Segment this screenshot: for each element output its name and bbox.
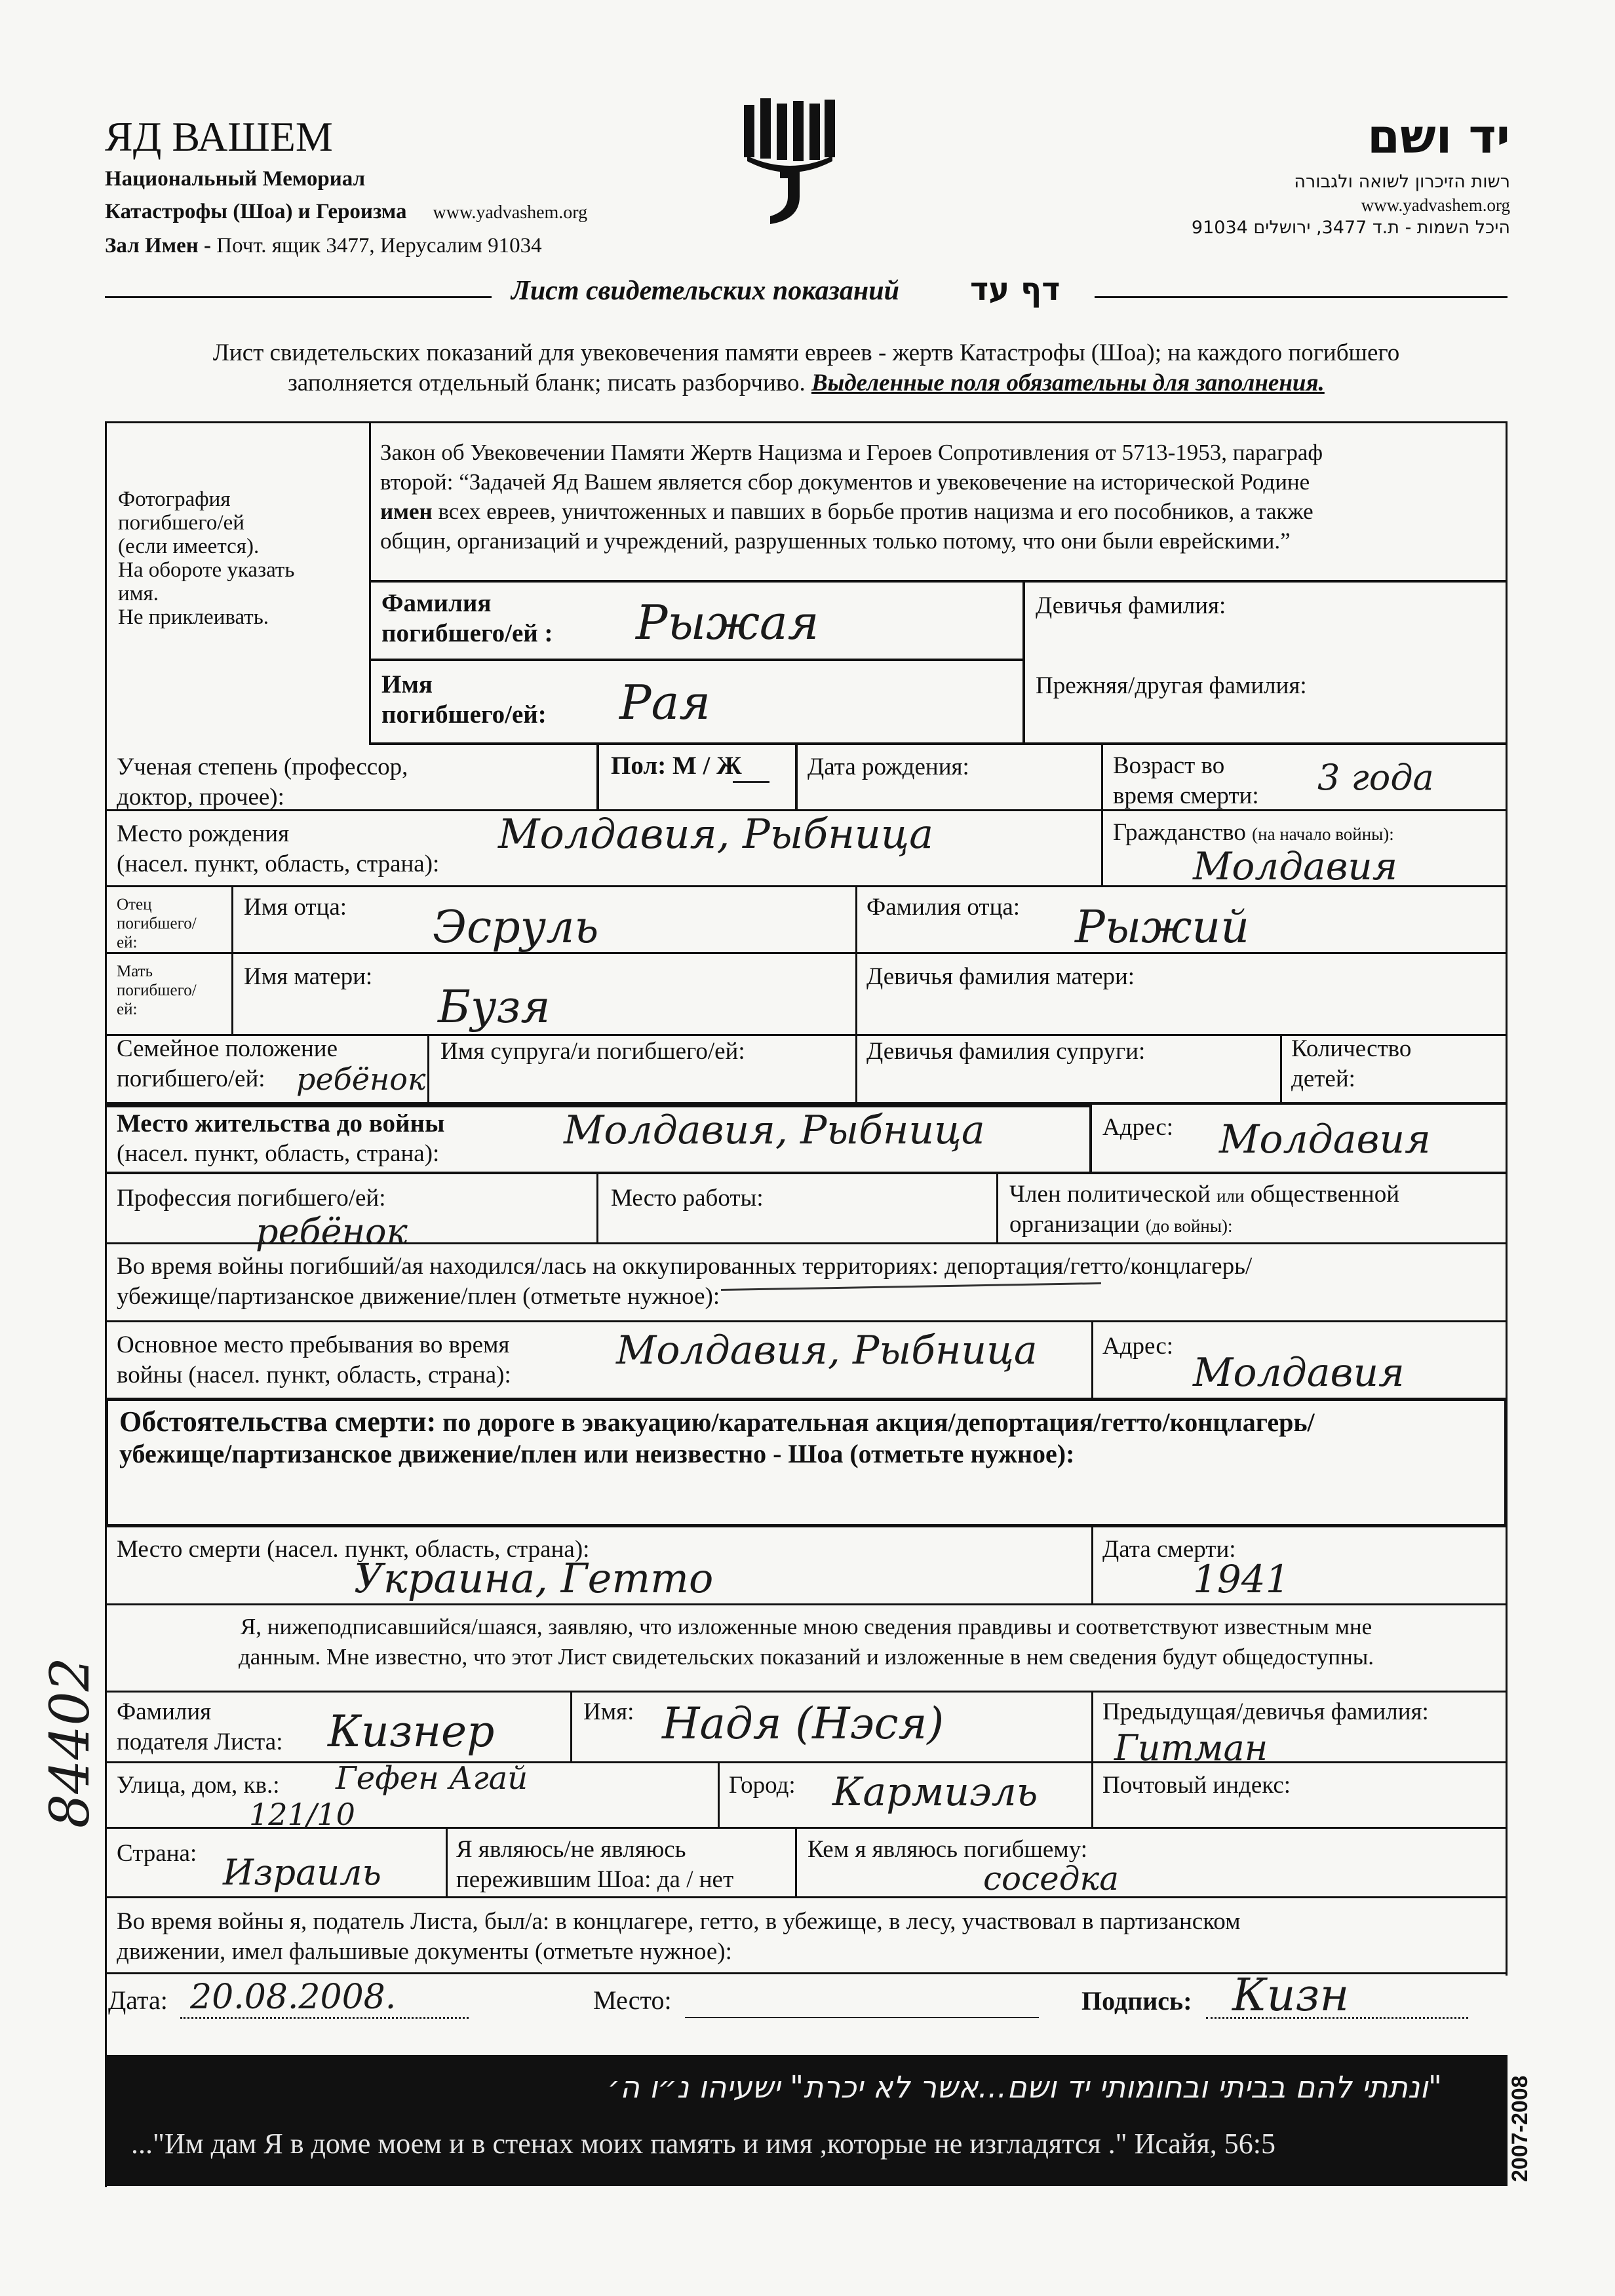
marital-value[interactable]: ребёнок xyxy=(296,1062,426,1097)
spouse-maiden-label: Девичья фамилия супруги: xyxy=(866,1038,1146,1065)
header-he-line1: רשות הזיכרון לשואה ולגבורה xyxy=(1294,172,1510,192)
death-date-value[interactable]: 1941 xyxy=(1193,1557,1290,1601)
intro-text xyxy=(105,338,1508,398)
wartime-status: Во время войны погибший/ая находился/лась на оккупированных территориях: депортация/гетто/концлагерь/ убежище/партизанское движение/плен (отметьте нужное): xyxy=(117,1253,1253,1310)
yad-vashem-logo xyxy=(741,98,839,229)
residence-value[interactable]: Молдавия, Рыбница xyxy=(564,1107,985,1153)
header-ru-line2: Катастрофы (Шоа) и Героизма www.yadvashem.org xyxy=(105,200,588,223)
relation-value[interactable]: соседка xyxy=(983,1860,1119,1898)
gender-mark-female xyxy=(733,781,769,783)
date-line xyxy=(180,2017,469,2019)
submitter-war-status: Во время войны я, податель Листа, был/а: в концлагере, гетто, в убежище, в лесу, участвовал в партизанском движении, имел фальшивые документы (отметьте нужное): xyxy=(117,1908,1241,1965)
father-side-label: Отец погибшего/ ей: xyxy=(117,896,197,951)
degree-label: Ученая степень (профессор, доктор, прочее): xyxy=(117,754,408,811)
spouse-label: Имя супруга/и погибшего/ей: xyxy=(440,1038,745,1065)
law-text xyxy=(380,438,1494,556)
header-he-block xyxy=(1192,110,1510,240)
photo-l4: На обороте указать xyxy=(118,558,295,582)
father-name-value[interactable]: Эсруль xyxy=(433,902,599,953)
citizenship-value[interactable]: Молдавия xyxy=(1193,844,1398,889)
intro-line1: Лист свидетельских показаний для увековечения памяти евреев - жертв Катастрофы (Шоа); на каждого погибшего xyxy=(212,339,1400,366)
birthplace-value[interactable]: Молдавия, Рыбница xyxy=(498,810,934,858)
profession-label: Профессия погибшего/ей: xyxy=(117,1185,386,1212)
yad-vashem-title-ru: ЯД ВАШЕМ xyxy=(105,113,333,160)
postal-label: Почтовый индекс: xyxy=(1102,1772,1291,1799)
mother-maiden-label: Девичья фамилия матери: xyxy=(866,963,1135,990)
age-label: Возраст во время смерти: xyxy=(1113,752,1259,809)
death-place-label: Место смерти (насел. пункт, область, страна): xyxy=(117,1536,590,1563)
archive-number: 84402 xyxy=(39,1657,102,1828)
wartime-place-label: Основное место пребывания во время войны (насел. пункт, область, страна): xyxy=(117,1331,511,1388)
city-label: Город: xyxy=(729,1772,796,1799)
maiden-name-label: Девичья фамилия: xyxy=(1036,592,1226,619)
other-surname-label: Прежняя/другая фамилия: xyxy=(1036,672,1307,699)
photo-l5: имя. xyxy=(118,582,159,605)
membership-label: Член политической или общественной организации (до войны): xyxy=(1009,1181,1400,1238)
form-title-he: דף עד xyxy=(970,271,1060,308)
header-ru-block xyxy=(105,163,587,262)
country-label: Страна: xyxy=(117,1840,197,1867)
website-left: www.yadvashem.org xyxy=(433,202,588,223)
submitter-name-value[interactable]: Надя (Нэся) xyxy=(662,1698,944,1749)
death-circumstances: Обстоятельства смерти: по дороге в эвакуацию/карательная акция/депортация/гетто/концлагерь/ убежище/партизанское движение/плен или неизвестно - Шоа (отметьте нужное): xyxy=(119,1406,1315,1468)
marital-label: Семейное положение погибшего/ей: xyxy=(117,1035,338,1092)
street-label: Улица, дом, кв.: xyxy=(117,1772,280,1799)
street-value[interactable]: Гефен Агай xyxy=(336,1760,528,1797)
signature-value[interactable]: Кизн xyxy=(1232,1970,1350,2021)
website-right: www.yadvashem.org xyxy=(1361,195,1510,215)
death-date-label: Дата смерти: xyxy=(1102,1536,1236,1563)
submitter-surname-value[interactable]: Кизнер xyxy=(328,1706,495,1757)
intro-line2: заполняется отдельный бланк; писать разборчиво. Выделенные поля обязательны для заполнения. xyxy=(288,370,1325,396)
relation-label: Кем я являюсь погибшему: xyxy=(808,1836,1088,1863)
header-ru-line1: Национальный Мемориал xyxy=(105,167,366,191)
firstname-value[interactable]: Рая xyxy=(619,675,711,730)
signature-line xyxy=(1206,2017,1468,2019)
profession-value[interactable]: ребёнок xyxy=(256,1211,408,1252)
firstname-label: Имя погибшего/ей: xyxy=(381,670,547,729)
survivor-label: Я являюсь/не являюсь пережившим Шоа: да / нет xyxy=(456,1836,734,1893)
workplace-label: Место работы: xyxy=(611,1185,764,1212)
photo-instructions xyxy=(118,488,294,629)
city-value[interactable]: Кармиэль xyxy=(832,1769,1038,1815)
header-he-line3: היכל השמות - ת.ד 3477, ירושלים 91034 xyxy=(1191,218,1510,238)
prev-surname-value[interactable]: Гитман xyxy=(1114,1727,1268,1769)
law-l4: общин, организаций и учреждений, разрушенных только потому, что они были еврейскими.” xyxy=(380,528,1291,554)
father-surname-value[interactable]: Рыжий xyxy=(1075,902,1250,953)
wartime-place-value[interactable]: Молдавия, Рыбница xyxy=(616,1328,1038,1373)
surname-label: Фамилия погибшего/ей : xyxy=(381,589,553,647)
father-name-label: Имя отца: xyxy=(244,894,347,921)
place-label: Место: xyxy=(593,1985,672,2015)
place-line[interactable] xyxy=(685,2017,1039,2018)
wartime-address-label: Адрес: xyxy=(1102,1333,1174,1360)
declaration: Я, нижеподписавшийся/шаяся, заявляю, что изложенные мною сведения правдивы и соответствуют известным мне данным. Мне известно, что этот Лист свидетельских показаний и изложенные в нем сведения будут общедоступны. xyxy=(239,1614,1374,1670)
birthdate-label: Дата рождения: xyxy=(808,754,969,780)
signature-label: Подпись: xyxy=(1081,1986,1192,2016)
photo-l3: (если имеется). xyxy=(118,535,260,558)
surname-value[interactable]: Рыжая xyxy=(636,595,819,650)
header-ru-line3: Зал Имен - Почт. ящик 3477, Иерусалим 91034 xyxy=(105,234,542,258)
footer-banner xyxy=(105,2055,1508,2186)
residence-label: Место жительства до войны (насел. пункт, область, страна): xyxy=(117,1109,445,1167)
menorah-logo-icon xyxy=(741,98,839,229)
age-value[interactable]: 3 года xyxy=(1317,757,1434,798)
date-label: Дата: xyxy=(108,1985,168,2015)
yad-vashem-title-he: יד ושם xyxy=(1367,109,1510,164)
address-label: Адрес: xyxy=(1102,1114,1174,1141)
photo-l1: Фотография xyxy=(118,488,231,511)
submitter-name-label: Имя: xyxy=(583,1698,634,1725)
birthplace-label: Место рождения (насел. пункт, область, страна): xyxy=(117,820,440,877)
footer-ru-quote: ..."Им дам Я в доме моем и в стенах моих память и имя ,которые не изгладятся ." Исайя, 56:5 xyxy=(131,2128,1275,2160)
law-l1: Закон об Увековечении Памяти Жертв Нацизма и Героев Сопротивления от 5713-1953, параграф xyxy=(380,440,1323,465)
law-l2: второй: “Задачей Яд Вашем является сбор документов и увековечение на исторической Родине xyxy=(380,469,1310,495)
photo-l6: Не приклеивать. xyxy=(118,605,269,629)
street-number-value[interactable]: 121/10 xyxy=(249,1797,355,1832)
death-place-value[interactable]: Украина, Гетто xyxy=(354,1554,714,1602)
title-rule-left xyxy=(105,296,492,298)
mother-name-label: Имя матери: xyxy=(244,963,373,990)
photo-l2: погибшего/ей xyxy=(118,511,244,535)
citizenship-label: Гражданство (на начало войны): xyxy=(1113,819,1394,846)
mother-name-value[interactable]: Бузя xyxy=(438,982,551,1033)
year-side-label: 2007-2008 xyxy=(1508,2075,1532,2182)
wartime-address-value[interactable]: Молдавия xyxy=(1193,1350,1405,1396)
title-rule-right xyxy=(1095,296,1508,298)
submitter-surname-label: Фамилия подателя Листа: xyxy=(117,1698,283,1755)
gender-label: Пол: М / Ж xyxy=(611,752,742,780)
prev-surname-label: Предыдущая/девичья фамилия: xyxy=(1102,1698,1429,1725)
footer-hebrew-quote: "ונתתי להם בביתי ובחומותי יד ושם...אשר לא יכרת" ישעיהו נ״ו ה׳ xyxy=(607,2069,1442,2105)
father-surname-label: Фамилия отца: xyxy=(866,894,1021,921)
address-value[interactable]: Молдавия xyxy=(1219,1117,1431,1162)
form-title: Лист свидетельских показаний xyxy=(511,276,899,306)
law-l3: имен всех евреев, уничтоженных и павших в борьбе против нацизма и его пособников, а также xyxy=(380,499,1313,524)
mother-side-label: Мать погибшего/ ей: xyxy=(117,963,197,1018)
country-value[interactable]: Израиль xyxy=(223,1852,381,1893)
date-value[interactable]: 20.08.2008. xyxy=(190,1978,397,2017)
children-label: Количество детей: xyxy=(1291,1035,1412,1092)
